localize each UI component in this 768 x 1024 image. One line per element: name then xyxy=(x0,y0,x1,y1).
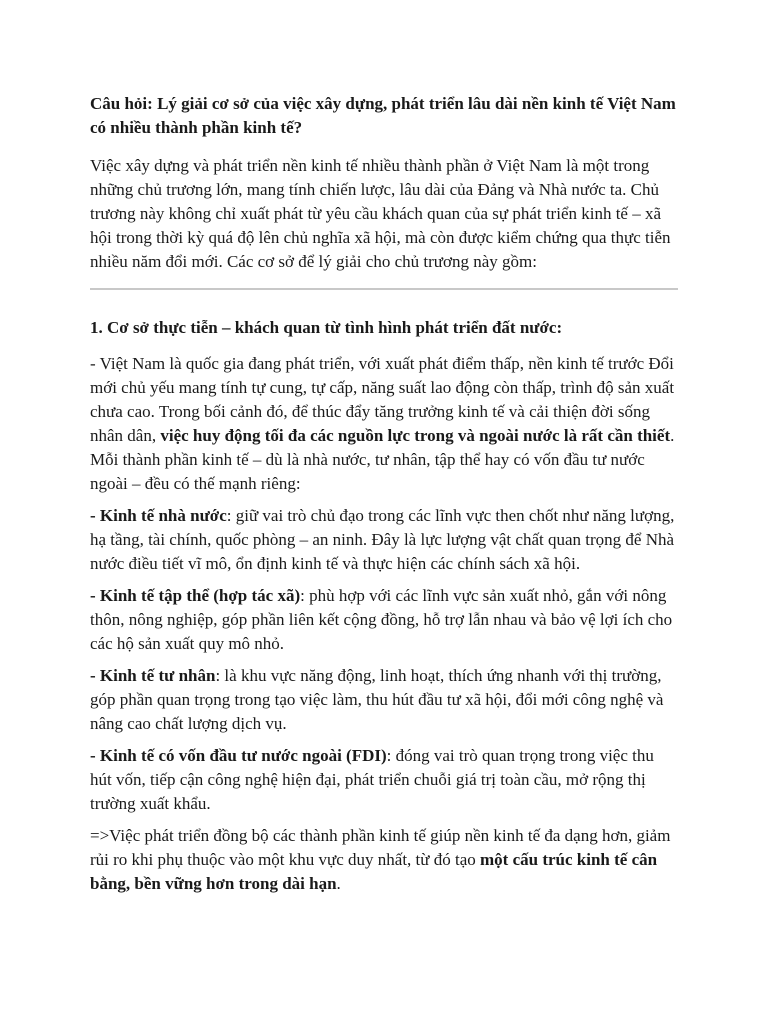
list-item-label: - Kinh tế có vốn đầu tư nước ngoài (FDI) xyxy=(90,746,387,765)
list-item-label: - Kinh tế tư nhân xyxy=(90,666,216,685)
conclusion-paragraph xyxy=(90,824,678,896)
section-1-title: 1. Cơ sở thực tiễn – khách quan từ tình hình phát triển đất nước: xyxy=(90,318,563,337)
section-1-paragraph xyxy=(90,352,678,496)
paragraph-text: . Mỗi thành phần kinh tế – dù là nhà nước, tư nhân, tập thể hay có vốn đầu tư nước ngoài – đều có thế mạnh riêng: xyxy=(90,426,675,493)
list-item-text: : phù hợp với các lĩnh vực sản xuất nhỏ, gắn với nông thôn, nông nghiệp, góp phần liên kết cộng đồng, hỗ trợ lẫn nhau và bảo vệ lợi ích cho các hộ sản xuất quy mô nhỏ. xyxy=(90,586,673,653)
list-item-state-economy xyxy=(90,504,678,576)
list-item-label: - Kinh tế tập thể (hợp tác xã) xyxy=(90,586,301,605)
paragraph-bold-text: việc huy động tối đa các nguồn lực trong và ngoài nước là rất cần thiết xyxy=(160,426,671,445)
paragraph-text: . xyxy=(336,874,341,893)
intro-paragraph: Việc xây dựng và phát triển nền kinh tế nhiều thành phần ở Việt Nam là một trong những chủ trương lớn, mang tính chiến lược, lâu dài của Đảng và Nhà nước ta. Chủ trương này không chỉ xuất phát từ yêu cầu khách quan của sự phát triển kinh tế – xã hội trong thời kỳ quá độ lên chủ nghĩa xã hội, mà còn được kiểm chứng qua thực tiễn nhiều năm đổi mới. Các cơ sở để lý giải cho chủ trương này gồm: xyxy=(90,156,671,271)
list-item-text: : đóng vai trò quan trọng trong việc thu hút vốn, tiếp cận công nghệ hiện đại, phát triển chuỗi giá trị toàn cầu, mở rộng thị trường xuất khẩu. xyxy=(90,746,654,813)
paragraph-bold-text: một cấu trúc kinh tế cân bằng, bền vững hơn trong dài hạn xyxy=(90,850,658,893)
list-item-private-economy xyxy=(90,664,678,736)
list-item-fdi-economy xyxy=(90,744,678,816)
list-item-text: : là khu vực năng động, linh hoạt, thích ứng nhanh với thị trường, góp phần quan trọng trong tạo việc làm, thu hút đầu tư xã hội, đổi mới công nghệ và nâng cao chất lượng dịch vụ. xyxy=(90,666,664,733)
list-item-collective-economy xyxy=(90,584,678,656)
question-heading: Câu hỏi: Lý giải cơ sở của việc xây dựng, phát triển lâu dài nền kinh tế Việt Nam có nhiều thành phần kinh tế? xyxy=(90,94,676,137)
paragraph-text: - Việt Nam là quốc gia đang phát triển, với xuất phát điểm thấp, nền kinh tế trước Đổi mới chủ yếu mang tính tự cung, tự cấp, năng suất lao động còn thấp, trình độ sản xuất chưa cao. Trong bối cảnh đó, để thúc đẩy tăng trưởng kinh tế và cải thiện đời sống nhân dân, xyxy=(90,354,675,445)
list-item-label: - Kinh tế nhà nước xyxy=(90,506,227,525)
list-item-text: : giữ vai trò chủ đạo trong các lĩnh vực then chốt như năng lượng, hạ tầng, tài chính, quốc phòng – an ninh. Đây là lực lượng vật chất quan trọng để Nhà nước điều tiết vĩ mô, ổn định kinh tế và thực hiện các chính sách xã hội. xyxy=(90,506,675,573)
horizontal-divider xyxy=(90,288,678,290)
paragraph-text: =>Việc phát triển đồng bộ các thành phần kinh tế giúp nền kinh tế đa dạng hơn, giảm rủi ro khi phụ thuộc vào một khu vực duy nhất, từ đó tạo xyxy=(90,826,671,869)
